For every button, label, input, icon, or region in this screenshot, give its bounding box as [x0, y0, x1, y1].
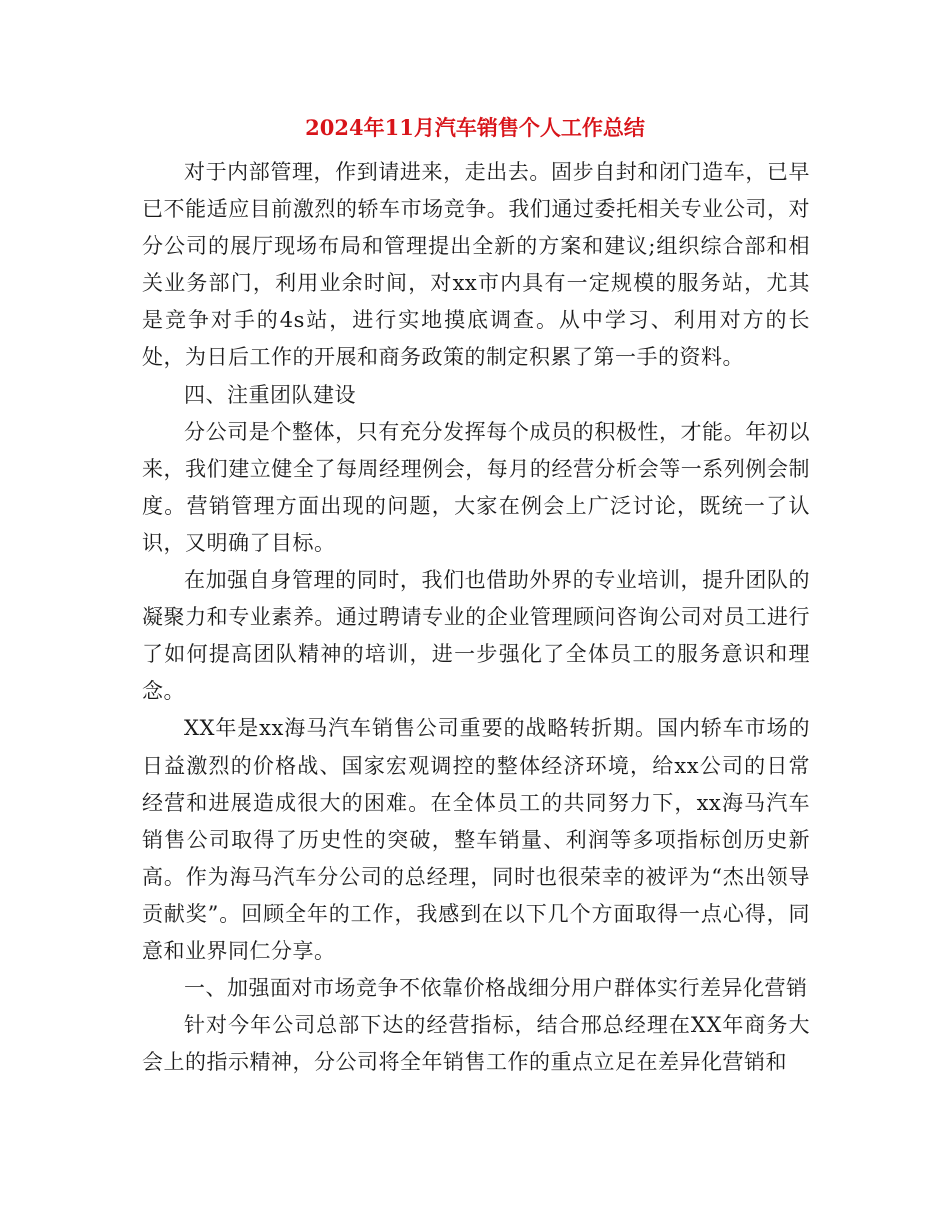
document-title: 2024年11月汽车销售个人工作总结 — [305, 115, 645, 140]
document-body — [142, 154, 810, 1081]
paragraph-business-targets: 针对今年公司总部下达的经营指标，结合邢总经理在XX年商务大会上的指示精神，分公司将全年销售工作的重点立足在差异化营销和 — [142, 1013, 810, 1075]
paragraph-external-training: 在加强自身管理的同时，我们也借助外界的专业培训，提升团队的凝聚力和专业素养。通过聘请专业的企业管理顾问咨询公司对员工进行了如何提高团队精神的培训，进一步强化了全体员工的服务意识和理念。 — [142, 568, 810, 704]
section-heading-team-building: 四、注重团队建设 — [184, 382, 356, 407]
paragraph-year-review: XX年是xx海马汽车销售公司重要的战略转折期。国内轿车市场的日益激烈的价格战、国家宏观调控的整体经济环境，给xx公司的日常经营和进展造成很大的困难。在全体员工的共同努力下，xx海马汽车销售公司取得了历史性的突破，整车销量、利润等多项指标创历史新高。作为海马汽车分公司的总经理，同时也很荣幸的被评为“杰出领导贡献奖”。回顾全年的工作，我感到在以下几个方面取得一点心得，同意和业界同仁分享。 — [142, 716, 810, 963]
section-heading-differentiated-marketing: 一、加强面对市场竞争不依靠价格战细分用户群体实行差异化营销 — [184, 976, 808, 1001]
paragraph-team-whole: 分公司是个整体，只有充分发挥每个成员的积极性，才能。年初以来，我们建立健全了每周经理例会，每月的经营分析会等一系列例会制度。营销管理方面出现的问题，大家在例会上广泛讨论，既统一了认识，又明确了目标。 — [142, 419, 810, 555]
paragraph-internal-management: 对于内部管理，作到请进来，走出去。固步自封和闭门造车，已早已不能适应目前激烈的轿车市场竞争。我们通过委托相关专业公司，对分公司的展厅现场布局和管理提出全新的方案和建议;组织综合部和相关业务部门，利用业余时间，对xx市内具有一定规模的服务站，尤其是竞争对手的4s站，进行实地摸底调查。从中学习、利用对方的长处，为日后工作的开展和商务政策的制定积累了第一手的资料。 — [142, 160, 810, 370]
